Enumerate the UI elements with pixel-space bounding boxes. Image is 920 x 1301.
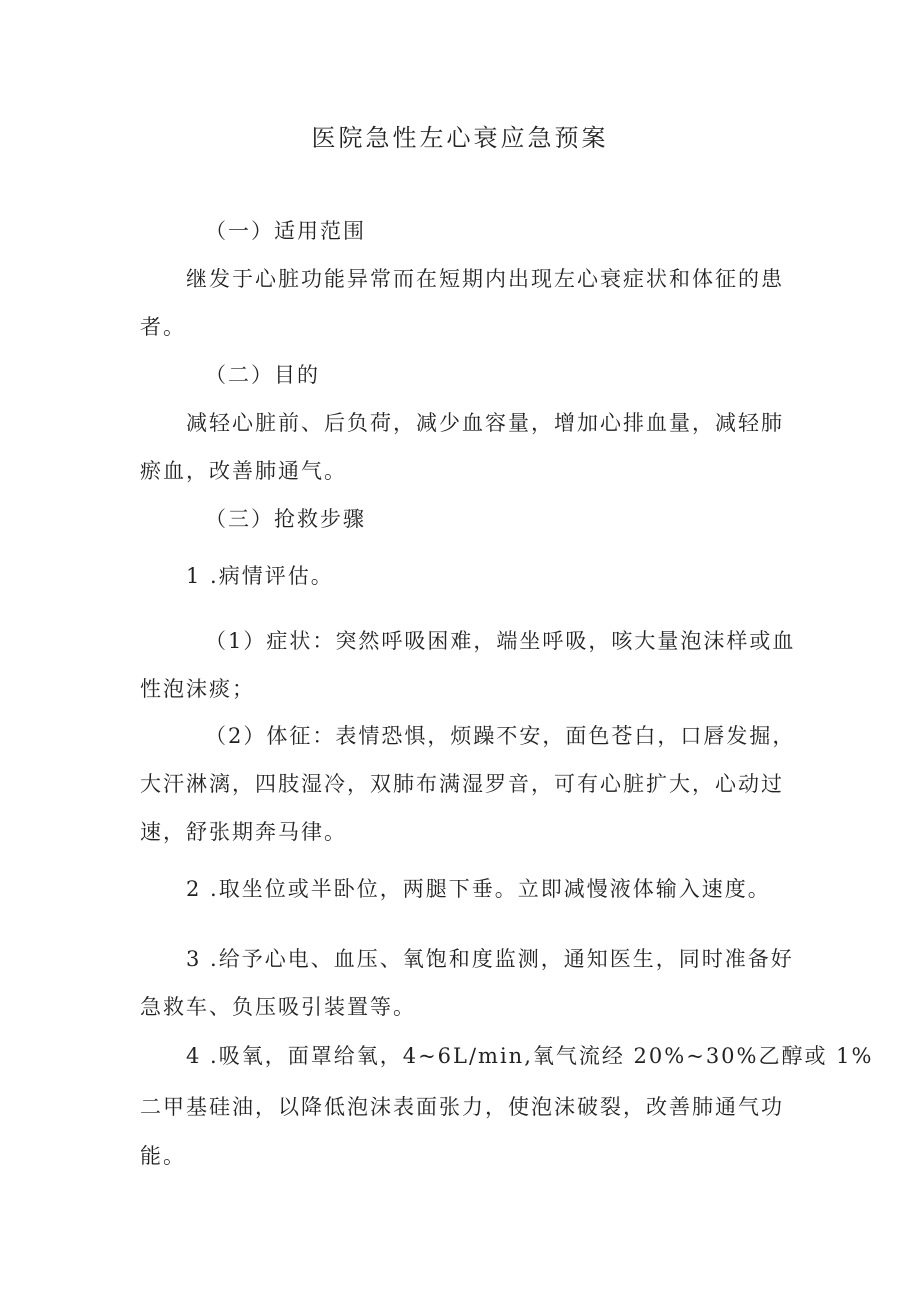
step-item: 1 .病情评估。: [186, 564, 334, 588]
step-item-line: 能。: [140, 1144, 186, 1168]
step-item: 4 .吸氧，面罩给氧，4~6L∕min,氧气流经 20%~30%乙醇或 1%: [186, 1044, 874, 1068]
section-heading-scope: （一）适用范围: [205, 219, 366, 243]
step-subitem-line: 大汗淋漓，四肢湿冷，双肺布满湿罗音，可有心脏扩大，心动过: [140, 772, 784, 796]
step-item: 3 .给予心电、血压、氧饱和度监测，通知医生，同时准备好: [186, 947, 794, 971]
step-subitem-line: 速，舒张期奔马律。: [140, 820, 347, 844]
scope-body-line: 继发于心脏功能异常而在短期内出现左心衰症状和体征的患: [186, 267, 784, 291]
step-subitem-line: （1）症状：突然呼吸困难，端坐呼吸，咳大量泡沫样或血: [205, 629, 796, 653]
step-item: 2 .取坐位或半卧位，两腿下垂。立即减慢液体输入速度。: [186, 877, 771, 901]
step-subitem-line: 性泡沫痰；: [140, 677, 255, 701]
purpose-body-line: 减轻心脏前、后负荷，减少血容量，增加心排血量，减轻肺: [186, 411, 784, 435]
document-title: 医院急性左心衰应急预案: [311, 124, 609, 152]
step-item-line: 二甲基硅油，以降低泡沫表面张力，使泡沫破裂，改善肺通气功: [140, 1095, 784, 1119]
step-subitem-line: （2）体征：表情恐惧，烦躁不安，面色苍白，口唇发掘，: [205, 724, 796, 748]
purpose-body-line: 瘀血，改善肺通气。: [140, 459, 347, 483]
section-heading-rescue: （三）抢救步骤: [205, 507, 366, 531]
step-item-line: 急救车、负压吸引装置等。: [140, 995, 416, 1019]
scope-body-line: 者。: [140, 315, 186, 339]
section-heading-purpose: （二）目的: [205, 363, 320, 387]
